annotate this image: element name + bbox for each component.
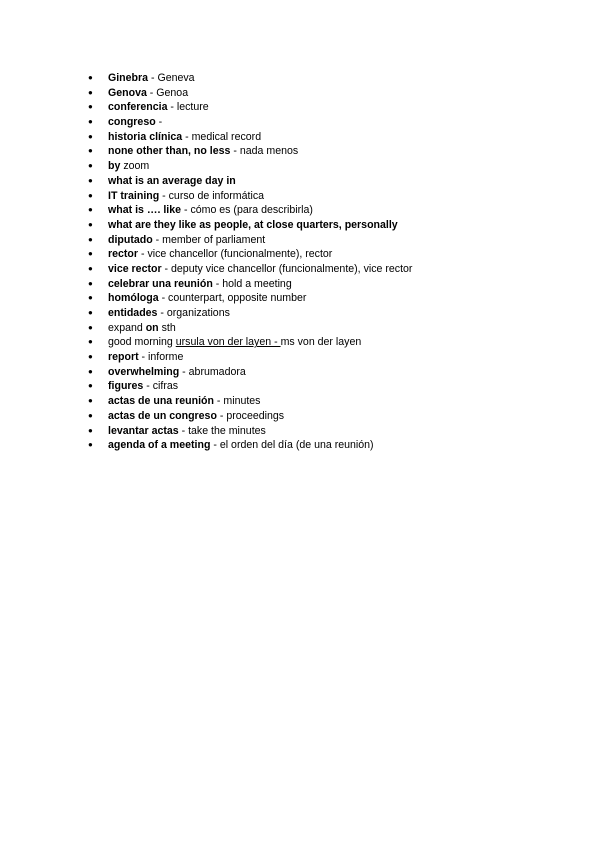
term: what is …. like <box>108 204 182 217</box>
definition: el orden del día (de una reunión) <box>219 439 374 452</box>
list-item <box>88 218 412 233</box>
text: good morning <box>108 336 176 349</box>
term: rector <box>108 248 139 261</box>
definition: medical record <box>191 130 262 143</box>
list-item <box>88 71 412 86</box>
definition: take the minutes <box>188 424 266 437</box>
definition: minutes <box>223 395 261 408</box>
definition: abrumadora <box>188 365 246 378</box>
term: actas de un congreso <box>108 409 217 422</box>
term: report <box>108 351 139 364</box>
definition: zoom <box>123 160 150 173</box>
separator: - <box>161 262 172 275</box>
list-item <box>88 379 412 394</box>
definition: deputy vice chancellor (funcionalmente), vice rector <box>171 262 413 275</box>
list-item <box>88 159 412 174</box>
term: Genova <box>108 86 147 99</box>
term: figures <box>108 380 144 393</box>
text: sth <box>158 321 176 334</box>
separator: - <box>138 351 149 364</box>
term: Ginebra <box>108 72 149 84</box>
separator: - <box>157 307 167 319</box>
definition: hold a meeting <box>222 277 292 290</box>
list-item <box>88 394 412 409</box>
separator: - <box>146 86 157 99</box>
list-item <box>88 262 412 277</box>
term: homóloga <box>108 292 159 305</box>
list-item <box>88 321 412 336</box>
separator: - <box>182 130 192 143</box>
term: entidades <box>108 307 158 319</box>
list-item <box>88 335 412 350</box>
separator: - <box>210 439 220 452</box>
separator: - <box>155 116 163 129</box>
separator: - <box>181 204 191 217</box>
definition: informe <box>148 351 184 364</box>
list-item <box>88 203 412 218</box>
term: levantar actas <box>108 424 179 437</box>
list-item <box>88 350 412 365</box>
separator: - <box>212 277 223 290</box>
list-item <box>88 189 412 204</box>
list-item <box>88 233 412 248</box>
term: overwhelming <box>108 365 180 378</box>
list-item <box>88 438 412 453</box>
definition: cómo es (para describirla) <box>190 204 313 217</box>
term: by <box>108 160 121 173</box>
separator: - <box>159 189 169 202</box>
term: vice rector <box>108 262 162 275</box>
list-item <box>88 247 412 262</box>
list-item <box>88 144 412 159</box>
separator: - <box>230 145 240 158</box>
separator: - <box>179 365 189 378</box>
definition: organizations <box>166 307 230 319</box>
list-item <box>88 365 412 380</box>
definition: curso de informática <box>168 189 265 202</box>
definition: Genoa <box>156 86 189 99</box>
text: expand <box>108 321 146 334</box>
term: actas de una reunión <box>108 395 214 408</box>
definition: cifras <box>152 380 179 393</box>
separator: - <box>178 424 189 437</box>
term: agenda of a meeting <box>108 439 211 452</box>
definition: nada menos <box>239 145 299 158</box>
list-item <box>88 306 412 321</box>
list-item <box>88 86 412 101</box>
underlined-text: ursula von der layen - <box>175 336 281 349</box>
term: congreso <box>108 116 156 129</box>
list-item <box>88 115 412 130</box>
separator: - <box>167 101 177 114</box>
separator: - <box>158 292 169 305</box>
definition: counterpart, opposite number <box>168 292 307 305</box>
separator: - <box>148 72 158 84</box>
definition: vice chancellor (funcionalmente), rector <box>147 248 333 261</box>
term: none other than, no less <box>108 145 231 158</box>
definition: Geneva <box>157 72 195 84</box>
list-item <box>88 409 412 424</box>
list-item <box>88 100 412 115</box>
term: what is an average day in <box>108 174 236 187</box>
definition: member of parliament <box>162 233 266 246</box>
text: ms von der layen <box>280 336 362 349</box>
separator: - <box>143 380 153 393</box>
bold-word: on <box>145 321 159 334</box>
separator: - <box>138 248 148 261</box>
separator: - <box>213 395 224 408</box>
separator: - <box>152 233 163 246</box>
list-item <box>88 130 412 145</box>
term: celebrar una reunión <box>108 277 213 290</box>
term: conferencia <box>108 101 168 114</box>
vocabulary-list <box>88 71 412 453</box>
term: historia clínica <box>108 130 183 143</box>
list-item <box>88 174 412 189</box>
definition: lecture <box>176 101 209 114</box>
list-item <box>88 277 412 292</box>
term: IT training <box>108 189 160 202</box>
term: diputado <box>108 233 153 246</box>
definition: proceedings <box>226 409 285 422</box>
separator: - <box>216 409 227 422</box>
list-item <box>88 291 412 306</box>
term: what are they like as people, at close quarters, personally <box>108 218 398 231</box>
list-item <box>88 424 412 439</box>
